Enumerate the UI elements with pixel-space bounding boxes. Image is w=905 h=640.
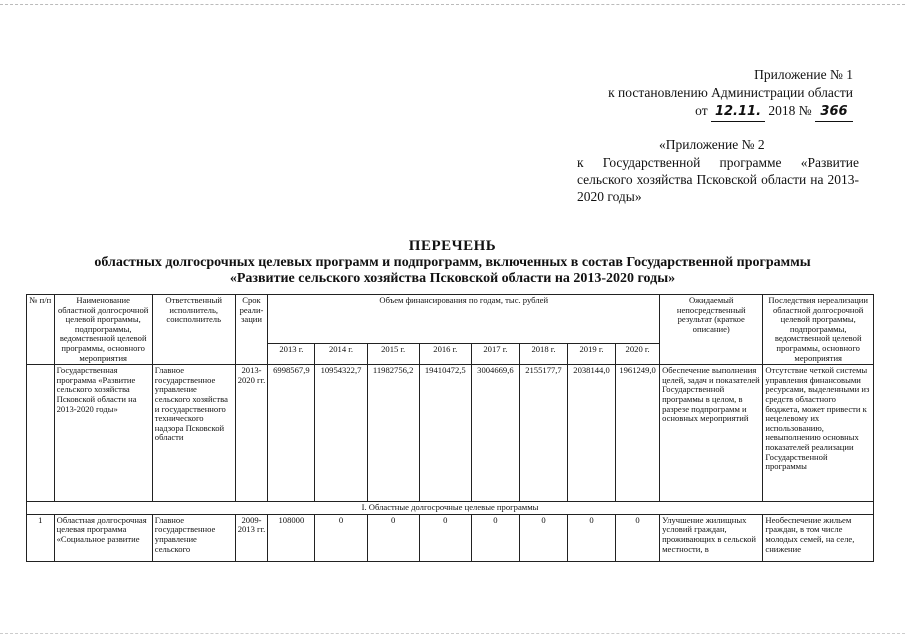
header-num: № п/п bbox=[27, 295, 55, 365]
cell-exec: Главное государственное управление сельского хозяйства и государственного технического надзора Псковской области bbox=[152, 365, 235, 502]
header-year: 2019 г. bbox=[568, 344, 616, 365]
appendix-1-date-line bbox=[553, 102, 853, 122]
cell-consequence: Необеспечение жильем граждан, в том числе молодых семей, на селе, снижение bbox=[763, 514, 874, 561]
table-row-program bbox=[27, 365, 874, 502]
scan-edge-top bbox=[0, 4, 905, 5]
cell-name: Государственная программа «Развитие сельского хозяйства Псковской области на 2013-2020 годы» bbox=[54, 365, 152, 502]
header-year: 2016 г. bbox=[419, 344, 471, 365]
heading-line-2: областных долгосрочных целевых программ и подпрограмм, включенных в состав Государственной программы bbox=[94, 255, 811, 270]
appendix-2-block bbox=[577, 136, 859, 205]
header-year: 2018 г. bbox=[519, 344, 567, 365]
heading-title: ПЕРЕЧЕНЬ bbox=[408, 238, 497, 254]
cell-value: 3004669,6 bbox=[471, 365, 519, 502]
cell-value: 0 bbox=[419, 514, 471, 561]
header-year: 2013 г. bbox=[268, 344, 315, 365]
cell-exec: Главное государственное управление сельского bbox=[152, 514, 235, 561]
cell-value: 0 bbox=[315, 514, 367, 561]
appendix-1-title: Приложение № 1 bbox=[754, 67, 853, 82]
cell-value: 108000 bbox=[268, 514, 315, 561]
header-year: 2015 г. bbox=[367, 344, 419, 365]
cell-value: 0 bbox=[471, 514, 519, 561]
appendix-2-body: к Государственной программе «Развитие сельского хозяйства Псковской области на 2013-2020 годы» bbox=[577, 155, 859, 204]
header-name: Наименование областной долгосрочной целевой программы, подпрограммы, ведомственной целевой программы, основного мероприятия bbox=[54, 295, 152, 365]
appendix-1-resolution: к постановлению Администрации области bbox=[608, 85, 853, 100]
document-heading bbox=[20, 238, 885, 287]
programs-table bbox=[26, 294, 874, 562]
header-year: 2017 г. bbox=[471, 344, 519, 365]
cell-num: 1 bbox=[27, 514, 55, 561]
cell-result: Улучшение жилищных условий граждан, проживающих в сельской местности, в bbox=[660, 514, 763, 561]
heading-line-3: «Развитие сельского хозяйства Псковской области на 2013-2020 годы» bbox=[229, 271, 676, 286]
year-number-label: 2018 № bbox=[768, 103, 812, 118]
cell-value: 10954322,7 bbox=[315, 365, 367, 502]
appendix-2-title: «Приложение № 2 bbox=[659, 137, 765, 152]
cell-term: 2013-2020 гг. bbox=[235, 365, 268, 502]
cell-value: 1961249,0 bbox=[616, 365, 660, 502]
handwritten-number: 366 bbox=[815, 103, 853, 122]
header-result: Ожидаемый непосредственный результат (краткое описание) bbox=[660, 295, 763, 365]
header-consequence: Последствия нереализации областной долгосрочной целевой программы, подпрограммы, ведомственной целевой программы, основного мероприятия bbox=[763, 295, 874, 365]
cell-value: 0 bbox=[568, 514, 616, 561]
cell-term: 2009-2013 гг. bbox=[235, 514, 268, 561]
cell-value: 2038144,0 bbox=[568, 365, 616, 502]
cell-num bbox=[27, 365, 55, 502]
date-prefix: от bbox=[695, 103, 708, 118]
table-row bbox=[27, 514, 874, 561]
handwritten-date: 12.11. bbox=[711, 103, 765, 122]
table-section-row bbox=[27, 502, 874, 515]
header-finance: Объем финансирования по годам, тыс. рублей bbox=[268, 295, 660, 344]
header-term: Срок реали-зации bbox=[235, 295, 268, 365]
cell-name: Областная долгосрочная целевая программа «Социальное развитие bbox=[54, 514, 152, 561]
scan-edge-bottom bbox=[0, 633, 905, 634]
cell-result: Обеспечение выполнения целей, задач и показателей Государственной программы в целом, в разрезе подпрограмм и основных мероприятий bbox=[660, 365, 763, 502]
appendix-1-block bbox=[553, 66, 853, 122]
header-exec: Ответственный исполнитель, соисполнитель bbox=[152, 295, 235, 365]
cell-value: 11982756,2 bbox=[367, 365, 419, 502]
header-year: 2014 г. bbox=[315, 344, 367, 365]
cell-value: 0 bbox=[616, 514, 660, 561]
header-year: 2020 г. bbox=[616, 344, 660, 365]
table-header-row bbox=[27, 295, 874, 344]
cell-consequence: Отсутствие четкой системы управления финансовыми ресурсами, выделенными из средств областного бюджета, может привести к нецелевому их использованию, невыполнению основных показателей реализации Государственной программы bbox=[763, 365, 874, 502]
section-title: I. Областные долгосрочные целевые программы bbox=[27, 502, 874, 515]
cell-value: 0 bbox=[519, 514, 567, 561]
cell-value: 0 bbox=[367, 514, 419, 561]
cell-value: 2155177,7 bbox=[519, 365, 567, 502]
cell-value: 19410472,5 bbox=[419, 365, 471, 502]
cell-value: 6998567,9 bbox=[268, 365, 315, 502]
